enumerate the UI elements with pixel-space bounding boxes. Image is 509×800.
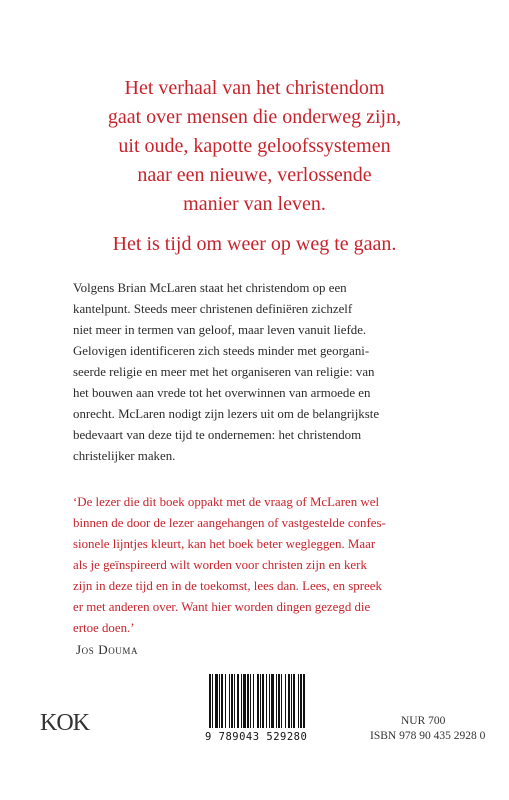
intro-line: uit oude, kapotte geloofssystemen bbox=[118, 135, 391, 157]
quote-last-line bbox=[73, 618, 448, 660]
blurb-line: Volgens Brian McLaren staat het christendom op een bbox=[73, 281, 347, 295]
blurb-line: kantelpunt. Steeds meer christenen definiëren zichzelf bbox=[73, 302, 353, 316]
intro-line: manier van leven. bbox=[183, 193, 326, 215]
intro-line: naar een nieuwe, verlossende bbox=[137, 164, 372, 186]
intro-statement bbox=[60, 74, 449, 219]
intro-line: Het verhaal van het christendom bbox=[124, 77, 385, 99]
book-meta bbox=[370, 714, 490, 744]
blurb-line: niet meer in termen van geloof, maar leven vanuit liefde. bbox=[73, 323, 367, 337]
intro-line: gaat over mensen die onderweg zijn, bbox=[107, 106, 402, 128]
barcode-digits: 9 789043 529280 bbox=[205, 731, 308, 743]
quote-line: binnen de door de lezer aangehangen of vastgestelde confes- bbox=[73, 516, 386, 530]
blurb-line: bedevaart van deze tijd te ondernemen: het christendom bbox=[73, 428, 362, 442]
quote-end: ertoe doen.’ bbox=[73, 621, 135, 635]
barcode-bars bbox=[205, 672, 335, 732]
quote-line: sionele lijntjes kleurt, kan het boek beter wegleggen. Maar bbox=[73, 537, 376, 551]
nur-code: NUR 700 bbox=[401, 715, 446, 727]
publisher-logo: KOK bbox=[40, 710, 89, 736]
quote-line: zijn in deze tijd en in de toekomst, lees dan. Lees, en spreek bbox=[73, 579, 382, 593]
tagline: Het is tijd om weer op weg te gaan. bbox=[112, 233, 397, 255]
quote-author: Jos Douma bbox=[76, 642, 139, 657]
review-quote bbox=[73, 492, 448, 660]
barcode bbox=[205, 672, 335, 752]
isbn-number: ISBN 978 90 435 2928 0 bbox=[370, 730, 486, 742]
blurb-line: onrecht. McLaren nodigt zijn lezers uit om de belangrijkste bbox=[73, 407, 380, 421]
blurb-line: christelijker maken. bbox=[73, 449, 176, 463]
blurb-line: seerde religie en meer met het organiseren van religie: van bbox=[73, 365, 375, 379]
blurb-line: Gelovigen identificeren zich steeds minder met georgani- bbox=[73, 344, 370, 358]
blurb-line: het bouwen aan vrede tot het overwinnen van armoede en bbox=[73, 386, 371, 400]
blurb-paragraph bbox=[73, 278, 445, 467]
quote-line: er met anderen over. Want hier worden dingen gezegd die bbox=[73, 600, 371, 614]
quote-line: als je geïnspireerd wilt worden voor christen zijn en kerk bbox=[73, 558, 367, 572]
quote-line: ‘De lezer die dit boek oppakt met de vraag of McLaren wel bbox=[73, 495, 380, 509]
